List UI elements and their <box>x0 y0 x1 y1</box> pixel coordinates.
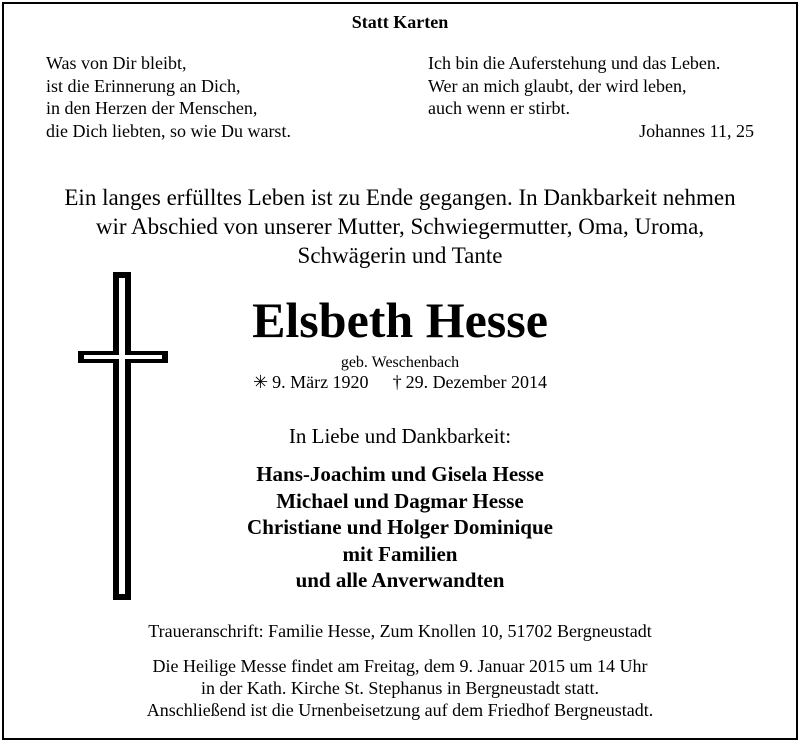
deceased-name: Elsbeth Hesse <box>252 292 548 348</box>
poem-left-line: ist die Erinnerung an Dich, <box>46 75 241 96</box>
mourners-list <box>4 461 796 594</box>
poem-left-line: in den Herzen der Menschen, <box>46 98 258 118</box>
service-line: Die Heilige Messe findet am Freitag, dem 9. Januar 2015 um 14 Uhr <box>152 656 648 676</box>
poem-right-line: auch wenn er stirbt. <box>428 98 570 118</box>
obituary-notice <box>2 2 798 740</box>
poem-left <box>46 52 291 142</box>
birth-date: 9. März 1920 <box>272 372 369 392</box>
intro-line: Ein langes erfülltes Leben ist zu Ende gegangen. In Dankbarkeit nehmen <box>64 185 736 210</box>
service-line: Anschließend ist die Urnenbeisetzung auf dem Friedhof Bergneustadt. <box>146 700 654 720</box>
poem-right-line: Wer an mich glaubt, der wird leben, <box>428 75 687 96</box>
bible-reference: Johannes 11, 25 <box>639 120 754 141</box>
birth-star-icon: ✳ <box>252 372 269 392</box>
service-line: in der Kath. Kirche St. Stephanus in Bergneustadt statt. <box>200 678 600 698</box>
poem-left-line: die Dich liebten, so wie Du warst. <box>46 120 291 141</box>
death-date: 29. Dezember 2014 <box>405 372 548 392</box>
mourner-line: Hans-Joachim und Gisela Hesse <box>256 462 544 486</box>
maiden-name: geb. Weschenbach <box>340 354 460 371</box>
mourner-line: Christiane und Holger Dominique <box>247 515 553 539</box>
poem-right-line: Ich bin die Auferstehung und das Leben. <box>428 53 721 73</box>
mourning-address: Traueranschrift: Familie Hesse, Zum Knollen 10, 51702 Bergneustadt <box>148 621 652 641</box>
header-title: Statt Karten <box>351 12 449 32</box>
mourner-line: Michael und Dagmar Hesse <box>276 488 524 513</box>
service-info <box>4 655 796 721</box>
poem-right <box>428 52 754 142</box>
life-dates <box>4 372 796 393</box>
poem-left-line: Was von Dir bleibt, <box>46 53 187 73</box>
mourners-heading: In Liebe und Dankbarkeit: <box>288 424 512 448</box>
intro-line: Schwägerin und Tante <box>297 243 503 268</box>
intro-text <box>4 183 796 270</box>
mourner-line: und alle Anverwandten <box>295 568 505 592</box>
intro-line: wir Abschied von unserer Mutter, Schwiegermutter, Oma, Uroma, <box>95 214 705 239</box>
mourner-line: mit Familien <box>342 541 458 566</box>
death-cross-icon: † <box>392 372 402 392</box>
